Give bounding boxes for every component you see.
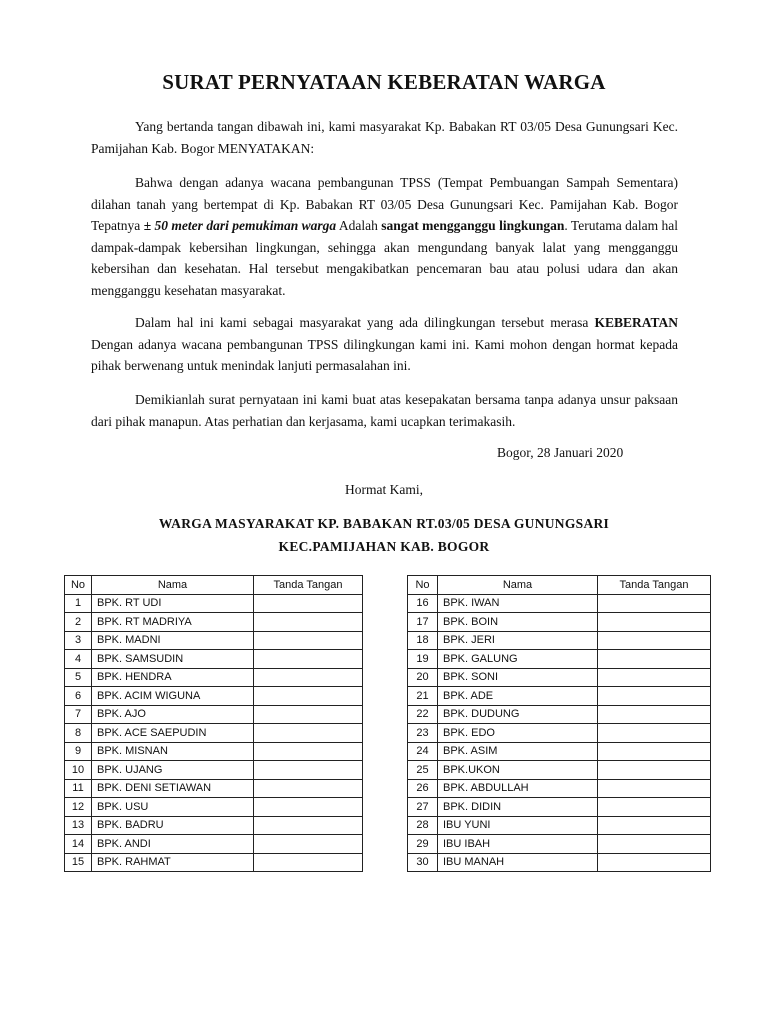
signature-cell xyxy=(598,835,711,854)
row-number: 28 xyxy=(408,816,438,835)
table-row xyxy=(408,724,711,743)
signatory-heading-line1: WARGA MASYARAKAT KP. BABAKAN RT.03/05 DESA GUNUNGSARI xyxy=(158,516,610,531)
resident-name: BPK. USU xyxy=(92,798,254,817)
signature-cell xyxy=(254,816,363,835)
resident-name: BPK. UJANG xyxy=(92,761,254,780)
signature-table-left xyxy=(64,575,363,872)
row-number: 25 xyxy=(408,761,438,780)
table-row xyxy=(65,631,363,650)
table-row xyxy=(65,761,363,780)
row-number: 8 xyxy=(65,724,92,743)
table-row xyxy=(408,798,711,817)
signature-cell xyxy=(598,761,711,780)
row-number: 12 xyxy=(65,798,92,817)
signature-cell xyxy=(254,687,363,706)
signature-cell xyxy=(254,761,363,780)
row-number: 21 xyxy=(408,687,438,706)
signature-cell xyxy=(254,668,363,687)
document-title: SURAT PERNYATAAN KEBERATAN WARGA xyxy=(162,70,606,94)
statement-text-e: . Terutama dalam hal dampak-dampak kebersihan lingkungan, sehingga akan mengundang banyak lalat yang mengganggu kebersihan dan kesehatan. Hal tersebut mengakibatkan pencemaran bau atau polusi udara dan akan mengganggu kesehatan masyarakat. xyxy=(91,218,679,298)
table-row xyxy=(408,631,711,650)
resident-name: BPK.UKON xyxy=(438,761,598,780)
resident-name: BPK. ACIM WIGUNA xyxy=(92,687,254,706)
row-number: 18 xyxy=(408,631,438,650)
table-row xyxy=(408,668,711,687)
header-signature: Tanda Tangan xyxy=(254,576,363,595)
table-row xyxy=(408,779,711,798)
resident-name: BPK. EDO xyxy=(438,724,598,743)
row-number: 23 xyxy=(408,724,438,743)
resident-name: BPK. DENI SETIAWAN xyxy=(92,779,254,798)
closing-salutation: Hormat Kami, xyxy=(345,482,423,497)
signature-cell xyxy=(254,835,363,854)
paragraph-intro-text: Yang bertanda tangan dibawah ini, kami masyarakat Kp. Babakan RT 03/05 Desa Gunungsari Kec. Pamijahan Kab. Bogor MENYATAKAN: xyxy=(91,119,678,156)
resident-name: BPK. MADNI xyxy=(92,631,254,650)
row-number: 6 xyxy=(65,687,92,706)
resident-name: BPK. IWAN xyxy=(438,594,598,613)
signature-cell xyxy=(254,853,363,872)
row-number: 14 xyxy=(65,835,92,854)
paragraph-objection xyxy=(91,312,678,377)
resident-name: BPK. RAHMAT xyxy=(92,853,254,872)
signature-cell xyxy=(598,631,711,650)
table-row xyxy=(408,705,711,724)
signature-cell xyxy=(598,798,711,817)
resident-name: BPK. ABDULLAH xyxy=(438,779,598,798)
statement-distance: ± 50 meter dari pemukiman warga xyxy=(143,218,337,233)
header-no: No xyxy=(65,576,92,595)
row-number: 1 xyxy=(65,594,92,613)
signature-cell xyxy=(598,816,711,835)
signature-cell xyxy=(254,742,363,761)
row-number: 27 xyxy=(408,798,438,817)
table-row xyxy=(65,705,363,724)
signature-cell xyxy=(254,705,363,724)
objection-text-c: Dengan adanya wacana pembangunan TPSS dilingkungan kami ini. Kami mohon dengan hormat kepada pihak berwenang untuk menindak lanjuti permasalahan ini. xyxy=(91,336,678,373)
row-number: 9 xyxy=(65,742,92,761)
row-number: 15 xyxy=(65,853,92,872)
resident-name: BPK. HENDRA xyxy=(92,668,254,687)
row-number: 17 xyxy=(408,613,438,632)
resident-name: BPK. ANDI xyxy=(92,835,254,854)
resident-name: BPK. RT UDI xyxy=(92,594,254,613)
signature-cell xyxy=(598,779,711,798)
table-row xyxy=(408,761,711,780)
resident-name: IBU IBAH xyxy=(438,835,598,854)
table-row xyxy=(65,742,363,761)
resident-name: BPK. ASIM xyxy=(438,742,598,761)
signature-cell xyxy=(598,687,711,706)
table-row xyxy=(408,835,711,854)
signature-cell xyxy=(254,724,363,743)
statement-text-a: Bahwa dengan adanya wacana pembangunan TPSS (Tempat Pembuangan Sampah Sementara) dilahan tanah yang bertempat di Kp. Babakan RT 03/05 Desa Gunungsari Kec. Pamijahan Kab. Bogor Tepatnya xyxy=(91,175,678,233)
table-row xyxy=(408,687,711,706)
table-row xyxy=(65,798,363,817)
paragraph-closing xyxy=(91,389,678,432)
signature-cell xyxy=(254,779,363,798)
header-name: Nama xyxy=(92,576,254,595)
signature-cell xyxy=(254,594,363,613)
resident-name: BPK. MISNAN xyxy=(92,742,254,761)
table-row xyxy=(408,853,711,872)
resident-name: IBU YUNI xyxy=(438,816,598,835)
row-number: 19 xyxy=(408,650,438,669)
signatory-heading-line2: KEC.PAMIJAHAN KAB. BOGOR xyxy=(278,539,490,554)
paragraph-statement xyxy=(91,172,678,301)
table-row xyxy=(408,650,711,669)
resident-name: BPK. ACE SAEPUDIN xyxy=(92,724,254,743)
table-row xyxy=(65,724,363,743)
signature-cell xyxy=(598,705,711,724)
row-number: 16 xyxy=(408,594,438,613)
row-number: 22 xyxy=(408,705,438,724)
resident-name: BPK. SONI xyxy=(438,668,598,687)
signature-cell xyxy=(598,724,711,743)
table-row xyxy=(65,816,363,835)
signature-cell xyxy=(254,613,363,632)
table-row xyxy=(408,594,711,613)
table-row xyxy=(65,835,363,854)
resident-name: BPK. ADE xyxy=(438,687,598,706)
objection-keyword: KEBERATAN xyxy=(594,315,678,330)
table-header-row xyxy=(408,576,711,595)
resident-name: BPK. GALUNG xyxy=(438,650,598,669)
row-number: 30 xyxy=(408,853,438,872)
resident-name: BPK. JERI xyxy=(438,631,598,650)
document-date: Bogor, 28 Januari 2020 xyxy=(497,445,624,460)
resident-name: BPK. DIDIN xyxy=(438,798,598,817)
signature-cell xyxy=(598,594,711,613)
signature-cell xyxy=(254,631,363,650)
signature-cell xyxy=(254,650,363,669)
resident-name: BPK. BADRU xyxy=(92,816,254,835)
statement-text-c: Adalah xyxy=(336,218,382,233)
header-signature: Tanda Tangan xyxy=(598,576,711,595)
row-number: 24 xyxy=(408,742,438,761)
header-name: Nama xyxy=(438,576,598,595)
resident-name: BPK. RT MADRIYA xyxy=(92,613,254,632)
signature-table-right xyxy=(407,575,711,872)
table-row xyxy=(65,779,363,798)
resident-name: BPK. DUDUNG xyxy=(438,705,598,724)
signature-cell xyxy=(598,853,711,872)
row-number: 10 xyxy=(65,761,92,780)
row-number: 13 xyxy=(65,816,92,835)
signature-cell xyxy=(254,798,363,817)
paragraph-intro xyxy=(91,116,678,159)
table-row xyxy=(65,613,363,632)
statement-emphasis: sangat mengganggu lingkungan xyxy=(381,218,565,233)
table-row xyxy=(408,742,711,761)
resident-name: BPK. BOIN xyxy=(438,613,598,632)
resident-name: BPK. SAMSUDIN xyxy=(92,650,254,669)
signature-cell xyxy=(598,613,711,632)
objection-text-a: Dalam hal ini kami sebagai masyarakat yang ada dilingkungan tersebut merasa xyxy=(135,315,595,330)
paragraph-closing-text: Demikianlah surat pernyataan ini kami buat atas kesepakatan bersama tanpa adanya unsur paksaan dari pihak manapun. Atas perhatian dan kerjasama, kami ucapkan terimakasih. xyxy=(91,392,678,429)
row-number: 7 xyxy=(65,705,92,724)
row-number: 3 xyxy=(65,631,92,650)
row-number: 4 xyxy=(65,650,92,669)
table-row xyxy=(65,668,363,687)
table-row xyxy=(65,687,363,706)
row-number: 26 xyxy=(408,779,438,798)
table-row xyxy=(65,594,363,613)
row-number: 20 xyxy=(408,668,438,687)
row-number: 5 xyxy=(65,668,92,687)
signature-cell xyxy=(598,668,711,687)
table-row xyxy=(65,650,363,669)
table-row xyxy=(408,816,711,835)
table-header-row xyxy=(65,576,363,595)
table-row xyxy=(408,613,711,632)
signature-cell xyxy=(598,650,711,669)
row-number: 2 xyxy=(65,613,92,632)
header-no: No xyxy=(408,576,438,595)
resident-name: IBU MANAH xyxy=(438,853,598,872)
row-number: 29 xyxy=(408,835,438,854)
signature-cell xyxy=(598,742,711,761)
table-row xyxy=(65,853,363,872)
resident-name: BPK. AJO xyxy=(92,705,254,724)
row-number: 11 xyxy=(65,779,92,798)
